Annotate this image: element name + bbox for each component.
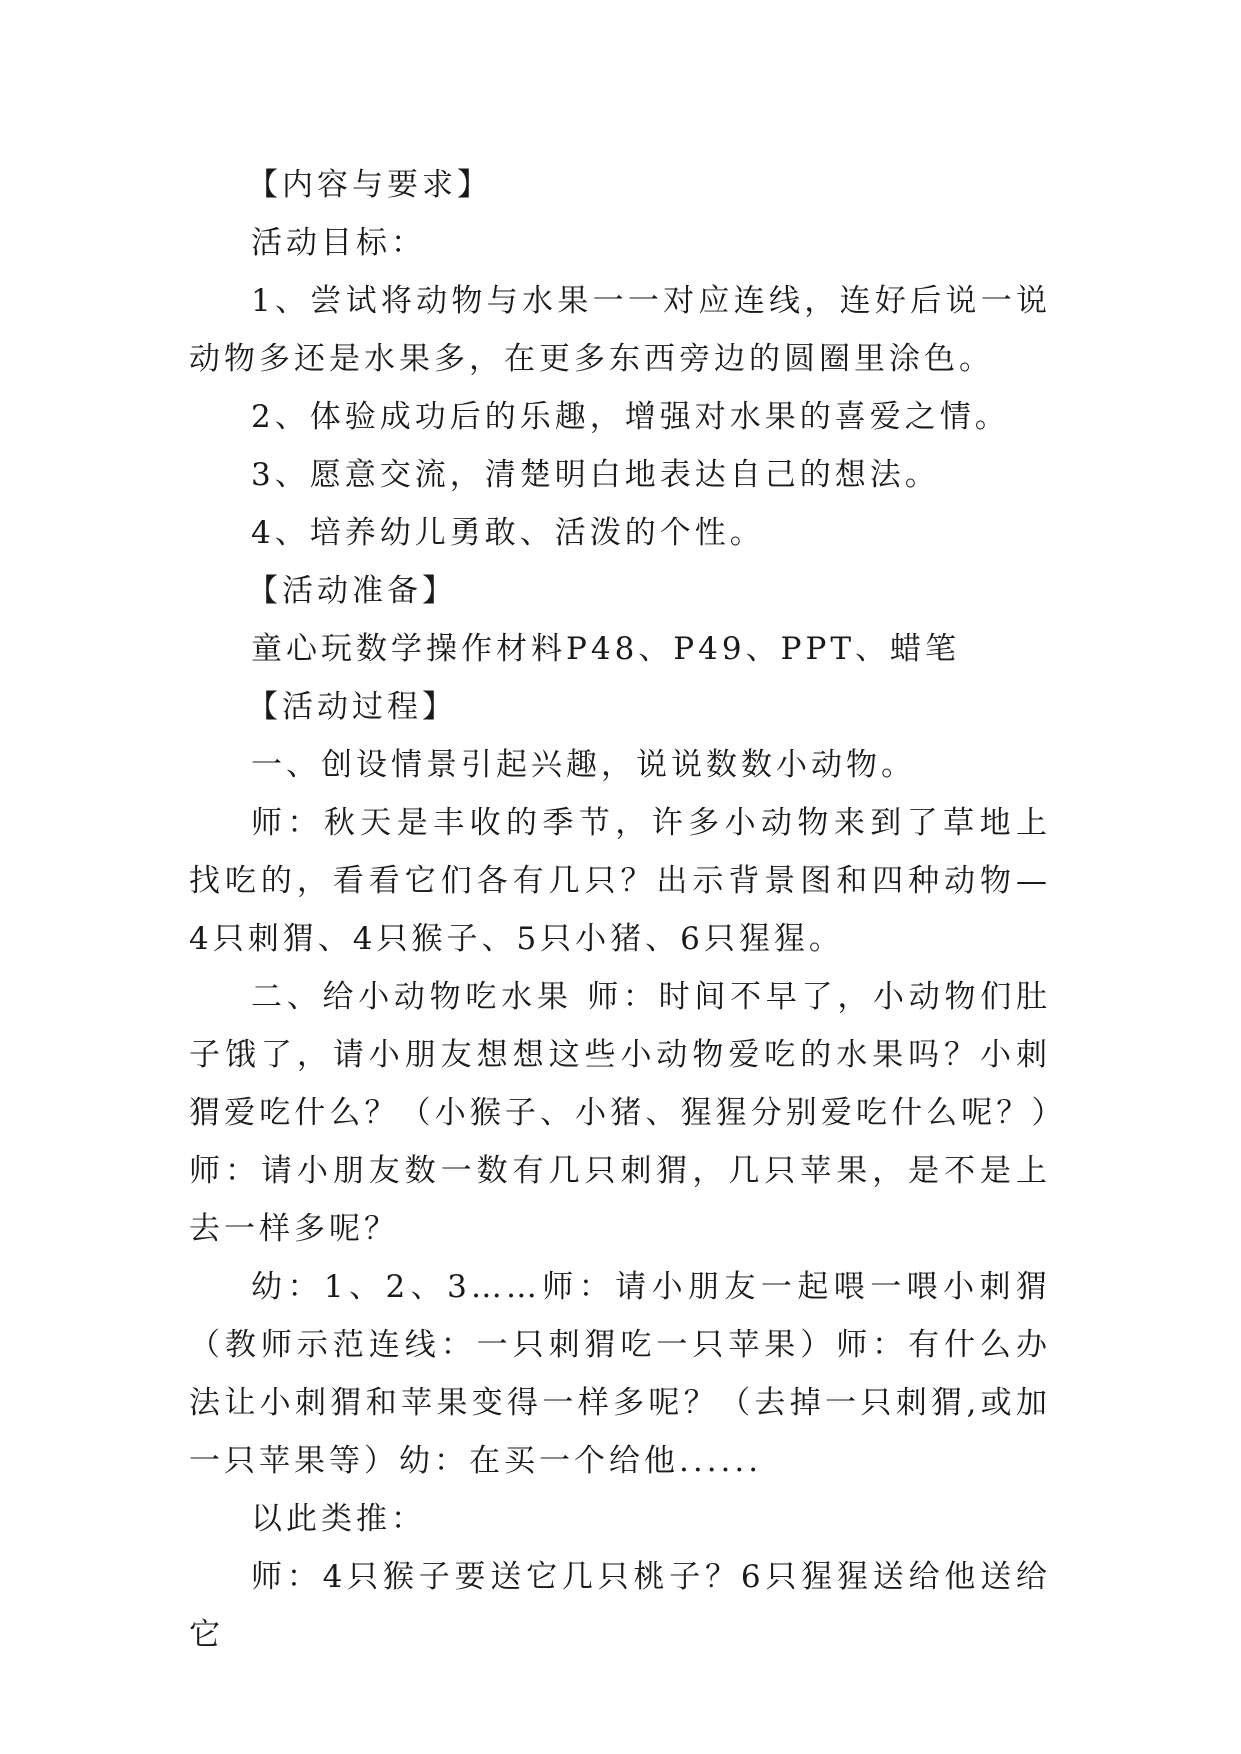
paragraph-and-so-on: 以此类推： (251, 1501, 426, 1537)
paragraph-teacher-monkeys: 师：4只猴子要送它几只桃子？6只猩猩送给他送给它 (189, 1559, 1051, 1653)
paragraph-materials: 童心玩数学操作材料P48、P49、PPT、蜡笔 (251, 631, 961, 667)
paragraph-step-2: 二、给小动物吃水果 师：时间不早了，小动物们肚子饿了，请小朋友想想这些小动物爱吃的水果吗？小刺猬爱吃什么？（小猴子、小猪、猩猩分别爱吃什么呢？）师：请小朋友数一数有几只刺猬，几只苹果，是不是上去一样多呢？ (189, 979, 1051, 1247)
paragraph-step-1: 一、创设情景引起兴趣，说说数数小动物。 (251, 747, 916, 783)
paragraph-goal-1: 1、尝试将动物与水果一一对应连线，连好后说一说动物多还是水果多，在更多东西旁边的圆圈里涂色。 (189, 283, 1051, 377)
section-heading-content-requirements: 【内容与要求】 (247, 167, 492, 203)
section-heading-activity-preparation: 【活动准备】 (247, 573, 457, 609)
section-heading-activity-process: 【活动过程】 (247, 689, 457, 725)
paragraph-child-counting: 幼：1、2、3……师：请小朋友一起喂一喂小刺猬（教师示范连线：一只刺猬吃一只苹果）师：有什么办法让小刺猬和苹果变得一样多呢？（去掉一只刺猬,或加一只苹果等）幼：在买一个给他...... (189, 1269, 1051, 1479)
paragraph-goal-4: 4、培养幼儿勇敢、活泼的个性。 (251, 515, 765, 551)
document-body (189, 156, 1051, 1664)
paragraph-activity-goals-label: 活动目标： (251, 225, 426, 261)
paragraph-goal-2: 2、体验成功后的乐趣，增强对水果的喜爱之情。 (251, 399, 1010, 435)
paragraph-goal-3: 3、愿意交流，清楚明白地表达自己的想法。 (251, 457, 940, 493)
paragraph-teacher-autumn: 师：秋天是丰收的季节，许多小动物来到了草地上找吃的，看看它们各有几只？出示背景图和四种动物—4只刺猬、4只猴子、5只小猪、6只猩猩。 (189, 805, 1051, 957)
